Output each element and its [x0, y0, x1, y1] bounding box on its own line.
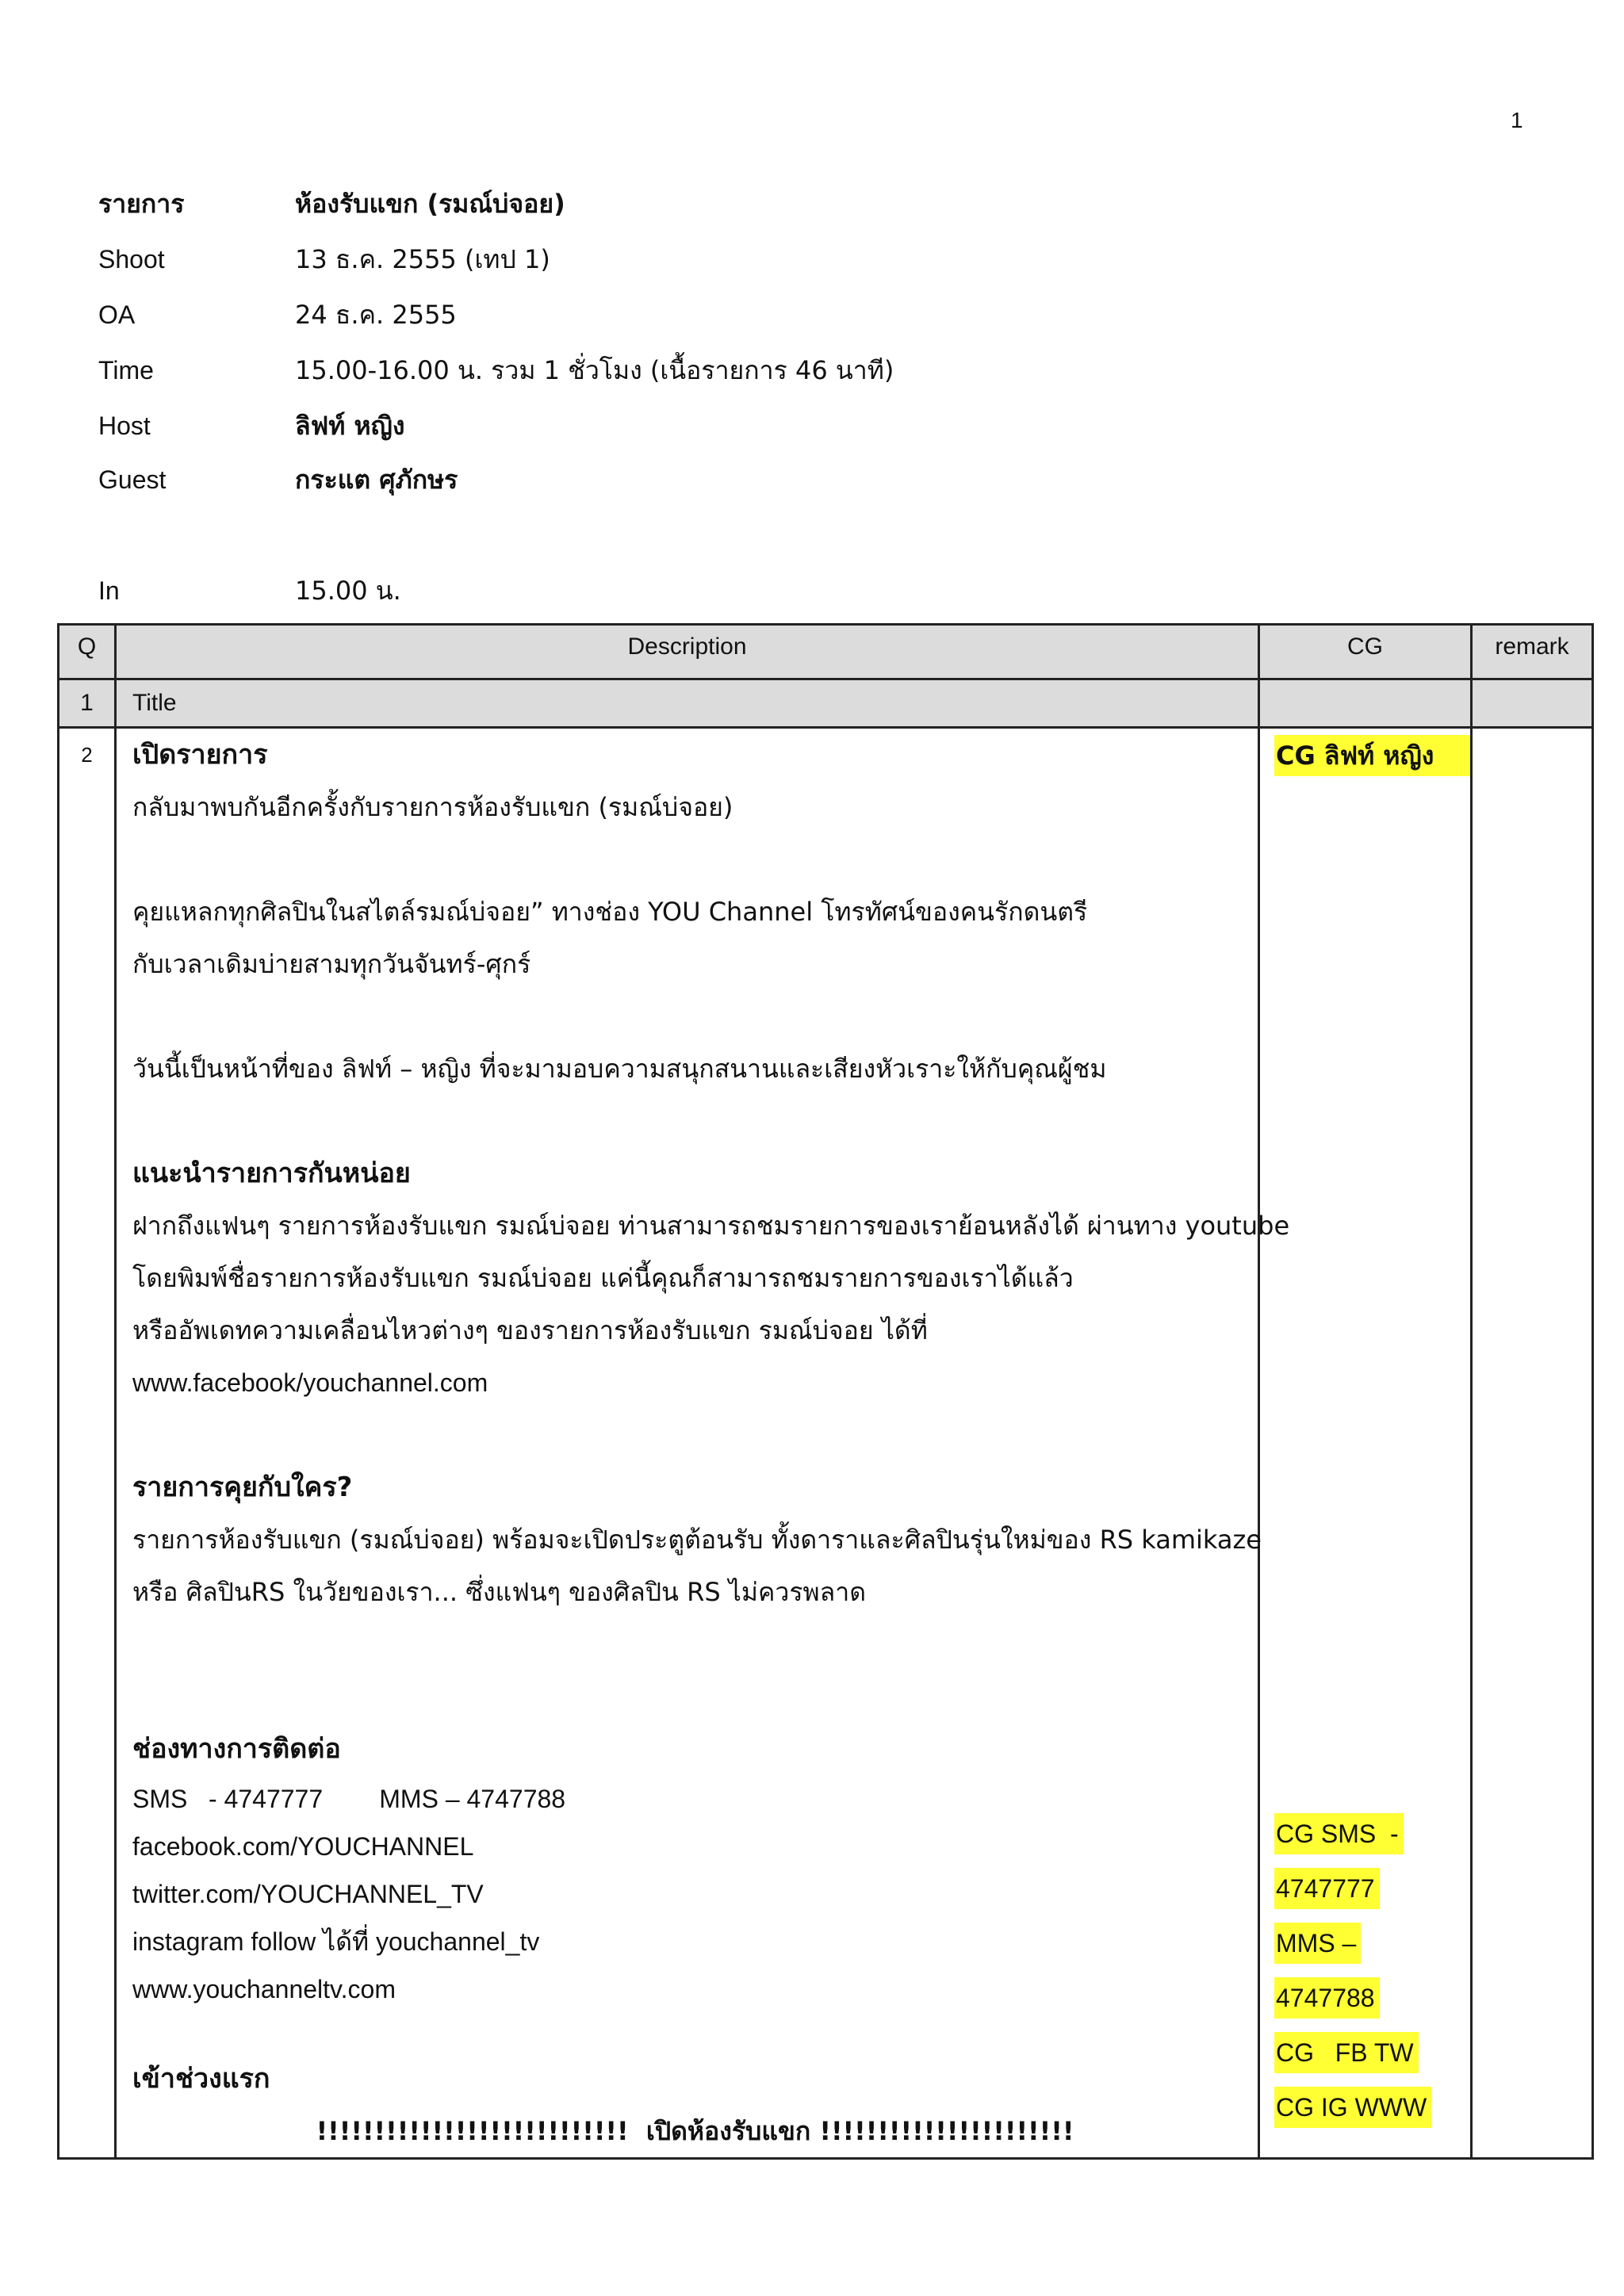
row-description	[116, 728, 1290, 2159]
cg-highlight: MMS –	[1274, 1923, 1361, 1964]
intro-link: www.facebook/youchannel.com	[132, 1368, 488, 1397]
meta-value: 15.00-16.00 น. รวม 1 ชั่วโมง (เนื้อรายการ 46 นาที)	[295, 355, 894, 385]
meta-key: Shoot	[98, 245, 165, 274]
contact-line: instagram follow ได้ที่ youchannel_tv	[132, 1927, 540, 1956]
intro-line: ฝากถึงแฟนๆ รายการห้องรับแขก รมณ์บ่จอย ท่านสามารถชมรายการของเราย้อนหลังได้ ผ่านทาง youtube	[132, 1211, 1290, 1241]
intro-line: โดยพิมพ์ชื่อรายการห้องรับแขก รมณ์บ่จอย แค่นี้คุณก็สามารถชมรายการของเราได้แล้ว	[132, 1263, 1074, 1293]
cg-highlight: CG SMS -	[1274, 1813, 1404, 1854]
row-q: 2	[59, 728, 116, 2159]
contact-heading: ช่องทางการติดต่อ	[132, 1733, 341, 1765]
contact-line: SMS - 4747777 MMS – 4747788	[132, 1785, 566, 1813]
row-q: 1	[59, 679, 116, 728]
table-header-row	[59, 625, 1593, 679]
row-remark	[1472, 679, 1593, 728]
meta-key: OA	[98, 300, 136, 329]
header-q: Q	[59, 625, 116, 679]
page-number: 1	[1511, 108, 1523, 132]
cg-highlight: CG FB TW	[1274, 2032, 1419, 2073]
meta-value: ห้องรับแขก (รมณ์บ่จอย)	[295, 189, 565, 219]
intro-line: หรืออัพเดทความเคลื่อนไหวต่างๆ ของรายการห้องรับแขก รมณ์บ่จอย ได้ที่	[132, 1315, 928, 1345]
guest-heading: รายการคุยกับใคร?	[132, 1471, 353, 1503]
cg-highlight: CG ลิฟท์ หญิง	[1274, 735, 1470, 776]
meta-key: Time	[98, 356, 154, 385]
rundown-table	[57, 623, 1594, 2160]
open-line: กลับมาพบกันอีกครั้งกับรายการห้องรับแขก (รมณ์บ่จอย)	[132, 792, 733, 822]
meta-key: Guest	[98, 465, 167, 494]
cg-highlight: 4747777	[1274, 1868, 1380, 1909]
open-heading: เปิดรายการ	[132, 739, 268, 771]
contact-line: facebook.com/YOUCHANNEL	[132, 1832, 474, 1861]
meta-value: กระแต ศุภักษร	[295, 465, 458, 495]
header-cg: CG	[1259, 625, 1472, 679]
guest-line: รายการห้องรับแขก (รมณ์บ่จอย) พร้อมจะเปิดประตูต้อนรับ ทั้งดาราและศิลปินรุ่นใหม่ของ RS kamikaze	[132, 1525, 1262, 1555]
meta-value: ลิฟท์ หญิง	[295, 411, 405, 441]
meta-value: 15.00 น.	[295, 576, 401, 606]
row-description: Title	[116, 679, 1259, 728]
guest-line: หรือ ศิลปินRS ในวัยของเรา... ซึ่งแฟนๆ ของศิลปิน RS ไม่ควรพลาด	[132, 1577, 866, 1607]
meta-key: Host	[98, 411, 151, 440]
meta-value: 24 ธ.ค. 2555	[295, 300, 457, 330]
contact-line: twitter.com/YOUCHANNEL_TV	[132, 1880, 484, 1908]
open-line: คุยแหลกทุกศิลปินในสไตล์รมณ์บ่จอย” ทางช่อง YOU Channel โทรทัศน์ของคนรักดนตรี	[132, 897, 1088, 927]
contact-line: www.youchanneltv.com	[132, 1975, 396, 2003]
segment-line: !!!!!!!!!!!!!!!!!!!!!!!!!!! เปิดห้องรับแขก !!!!!!!!!!!!!!!!!!!!!!	[316, 2116, 1074, 2146]
table-row	[59, 728, 1593, 2159]
header-description: Description	[116, 625, 1259, 679]
cg-highlight: 4747788	[1274, 1977, 1380, 2019]
meta-key: In	[98, 576, 120, 605]
table-row	[59, 679, 1593, 728]
meta-key: รายการ	[98, 189, 185, 219]
open-line: กับเวลาเดิมบ่ายสามทุกวันจันทร์-ศุกร์	[132, 949, 531, 979]
cg-list	[1274, 1813, 1431, 2141]
open-line: วันนี้เป็นหน้าที่ของ ลิฟท์ – หญิง ที่จะมามอบความสนุกสนานและเสียงหัวเราะให้กับคุณผู้ชม	[132, 1054, 1107, 1084]
cg-highlight: CG IG WWW	[1274, 2087, 1431, 2128]
intro-heading: แนะนำรายการกันหน่อย	[132, 1158, 411, 1189]
row-cg	[1259, 679, 1472, 728]
meta-value: 13 ธ.ค. 2555 (เทป 1)	[295, 244, 550, 274]
segment-heading: เข้าช่วงแรก	[132, 2063, 270, 2095]
row-remark	[1472, 728, 1593, 2159]
header-remark: remark	[1472, 625, 1593, 679]
row-cg	[1259, 728, 1472, 2159]
